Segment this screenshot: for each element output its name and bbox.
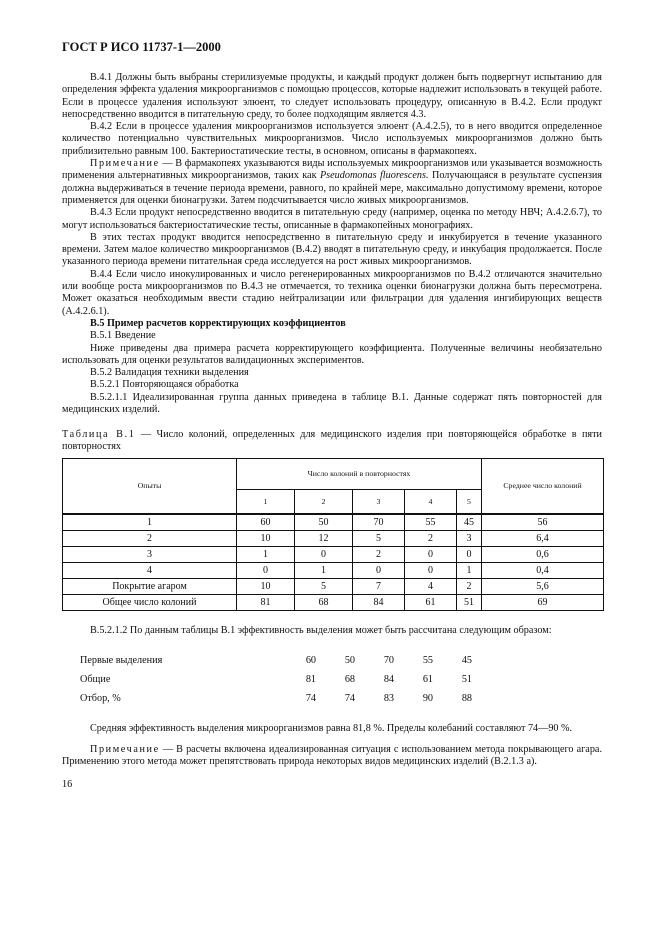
paragraph-b5211: В.5.2.1.1 Идеализированная группа данных приведена в таблице В.1. Данные содержат пять повторностей для медицинских изделий. bbox=[62, 391, 602, 416]
calc-row bbox=[80, 652, 602, 671]
table-b1 bbox=[62, 458, 604, 611]
calc-value: 90 bbox=[422, 692, 433, 704]
cell: 10 bbox=[237, 531, 295, 547]
page-header: ГОСТ Р ИСО 11737-1—2000 bbox=[62, 40, 221, 54]
note-1-species: Pseudomonas fluorescens. bbox=[319, 170, 429, 182]
cell-average: 56 bbox=[482, 514, 604, 531]
table-row bbox=[63, 595, 604, 611]
recovery-calculation bbox=[80, 652, 602, 709]
section-heading-b5: В.5 Пример расчетов корректирующих коэффициентов bbox=[90, 317, 346, 329]
calc-value: 50 bbox=[344, 654, 355, 666]
calc-label: Первые выделения bbox=[80, 654, 163, 666]
table-header-trials: Опыты bbox=[63, 459, 237, 515]
calc-value: 83 bbox=[383, 692, 394, 704]
table-row bbox=[63, 579, 604, 595]
calc-value: 74 bbox=[344, 692, 355, 704]
paragraph-b51: Ниже приведены два примера расчета корректирующего коэффициента. Полученные величины необязательно использовать для оценки результатов валидационных экспериментов. bbox=[62, 342, 602, 366]
table-caption bbox=[62, 429, 602, 453]
table-header-rep: 2 bbox=[295, 490, 353, 515]
calc-row bbox=[80, 690, 602, 709]
cell: 0 bbox=[295, 547, 353, 563]
cell: 7 bbox=[353, 579, 405, 595]
row-label: 2 bbox=[63, 531, 237, 547]
calc-value: 61 bbox=[422, 673, 433, 685]
table-caption-label: Таблица В.1 bbox=[62, 429, 136, 441]
calc-value: 88 bbox=[461, 692, 472, 704]
page-number: 16 bbox=[62, 778, 73, 790]
note-2-text: — В расчеты включена идеализированная ситуация с использованием метода покрывающего агара. Применению этого метода может препятствовать природа некоторых видов медицинских изделий (В.2.1.3 а). bbox=[62, 743, 602, 768]
table-header-rep: 3 bbox=[353, 490, 405, 515]
cell: 12 bbox=[295, 531, 353, 547]
cell: 55 bbox=[405, 514, 457, 531]
cell: 2 bbox=[405, 531, 457, 547]
cell-average: 69 bbox=[482, 595, 604, 611]
table-row bbox=[63, 514, 604, 531]
paragraph-b5212: В.5.2.1.2 По данным таблицы В.1 эффективность выделения может быть рассчитана следующим образом: bbox=[90, 625, 552, 637]
calc-value: 51 bbox=[461, 673, 472, 685]
table-row bbox=[63, 563, 604, 579]
paragraph-b43b: В этих тестах продукт вводится непосредственно в питательную среду и инкубируется в течение указанного времени. Затем малое количество микроорганизмов (В.4.2) вводят в питательную среду, и инкубация продолжается. После указанного периода времени питательная среда исследуется на рост живых микроорганизмов. bbox=[62, 231, 602, 268]
note-2-label: Примечание bbox=[90, 743, 160, 755]
cell: 10 bbox=[237, 579, 295, 595]
subheading-b521: В.5.2.1 Повторяющаяся обработка bbox=[90, 379, 239, 391]
cell: 0 bbox=[405, 563, 457, 579]
cell: 1 bbox=[295, 563, 353, 579]
cell: 50 bbox=[295, 514, 353, 531]
calc-value: 74 bbox=[305, 692, 316, 704]
cell: 2 bbox=[457, 579, 482, 595]
table-header-average: Среднее число колоний bbox=[482, 459, 604, 515]
table-header-colonies: Число колоний в повторностях bbox=[237, 459, 482, 490]
cell: 1 bbox=[237, 547, 295, 563]
cell: 68 bbox=[295, 595, 353, 611]
calc-label: Общие bbox=[80, 673, 111, 685]
calc-value: 81 bbox=[305, 673, 316, 685]
note-1-label: Примечание bbox=[90, 158, 160, 170]
note-1-pre: — В фармакопеях указываются виды используемых микроорганизмов или указывается возможность применения альтернативных микроорганизмов, таких как bbox=[62, 158, 602, 182]
cell: 3 bbox=[457, 531, 482, 547]
paragraph-b42: В.4.2 Если в процессе удаления микроорганизмов используется элюент (А.4.2.5), то в него вводится определенное количество потенциально чувствительных микроорганизмов. Число используемых микроорганизмов должно быть приблизительно равным 100. Бактериостатические тесты, в основном, описаны в фармакопеях. bbox=[62, 121, 602, 157]
cell-average: 0,6 bbox=[482, 547, 604, 563]
row-label: 4 bbox=[63, 563, 237, 579]
cell: 0 bbox=[237, 563, 295, 579]
table-row bbox=[63, 531, 604, 547]
paragraph-b44: В.4.4 Если число инокулированных и число регенерированных микроорганизмов по В.4.2 отличаются значительно или вообще роста микроорганизмов по В.4.3 не отмечается, то техника оценки бионагрузки должна быть пересмотрена. Может оказаться необходимым ввести стадию нейтрализации или фильтрации для удаления ингибирующих веществ (А.4.2.6.1). bbox=[62, 268, 602, 317]
table-header-rep: 5 bbox=[457, 490, 482, 515]
calc-value: 45 bbox=[461, 654, 472, 666]
cell: 81 bbox=[237, 595, 295, 611]
table-row bbox=[63, 547, 604, 563]
cell: 5 bbox=[353, 531, 405, 547]
table-header-rep: 1 bbox=[237, 490, 295, 515]
cell: 0 bbox=[457, 547, 482, 563]
cell: 0 bbox=[405, 547, 457, 563]
cell: 61 bbox=[405, 595, 457, 611]
calc-row bbox=[80, 671, 602, 690]
row-label: Общее число колоний bbox=[63, 595, 237, 611]
cell: 1 bbox=[457, 563, 482, 579]
note-1 bbox=[62, 158, 602, 207]
calc-value: 84 bbox=[383, 673, 394, 685]
cell: 51 bbox=[457, 595, 482, 611]
cell: 5 bbox=[295, 579, 353, 595]
paragraph-b43: В.4.3 Если продукт непосредственно вводится в питательную среду (например, оценка по методу НВЧ; А.4.2.6.7), то могут использоваться бактериостатические тесты, описанные в фармакопейных монографиях. bbox=[62, 207, 602, 231]
calc-value: 60 bbox=[305, 654, 316, 666]
row-label: Покрытие агаром bbox=[63, 579, 237, 595]
calc-value: 68 bbox=[344, 673, 355, 685]
document-page bbox=[62, 40, 602, 791]
subheading-b52: В.5.2 Валидация техники выделения bbox=[90, 367, 249, 379]
cell-average: 5,6 bbox=[482, 579, 604, 595]
cell: 4 bbox=[405, 579, 457, 595]
row-label: 3 bbox=[63, 547, 237, 563]
note-2 bbox=[62, 744, 602, 769]
subheading-b51: В.5.1 Введение bbox=[90, 330, 156, 342]
table-header-rep: 4 bbox=[405, 490, 457, 515]
cell: 0 bbox=[353, 563, 405, 579]
row-label: 1 bbox=[63, 514, 237, 531]
table-caption-text: — Число колоний, определенных для медицинского изделия при повторяющейся обработке в пяти повторностях bbox=[62, 429, 602, 453]
cell: 2 bbox=[353, 547, 405, 563]
cell-average: 6,4 bbox=[482, 531, 604, 547]
cell: 70 bbox=[353, 514, 405, 531]
calc-value: 55 bbox=[422, 654, 433, 666]
calc-value: 70 bbox=[383, 654, 394, 666]
cell-average: 0,4 bbox=[482, 563, 604, 579]
paragraph-average: Средняя эффективность выделения микроорганизмов равна 81,8 %. Пределы колебаний составляют 74—90 %. bbox=[90, 722, 573, 734]
note-1-post: Получающаяся в результате суспензия должна выдерживаться в течение периода времени, равного, по крайней мере, максимально допустимому времени, которое применяется для оценки бионагрузки. Затем подсчитывается число живых микроорганизмов. bbox=[62, 170, 602, 206]
cell: 45 bbox=[457, 514, 482, 531]
paragraph-b41: В.4.1 Должны быть выбраны стерилизуемые продукты, и каждый продукт должен быть подвергнут испытанию для определения эффекта удаления микроорганизмов с помощью процессов, которые надлежит использовать в текущей работе. Если в процессе удаления используют элюент, то следует использовать процедуру, описанную в В.4.2. Если продукт непосредственно вводится в питательную среду, то более подходящим является 4.3. bbox=[62, 72, 602, 120]
cell: 84 bbox=[353, 595, 405, 611]
cell: 60 bbox=[237, 514, 295, 531]
calc-label: Отбор, % bbox=[80, 692, 121, 704]
